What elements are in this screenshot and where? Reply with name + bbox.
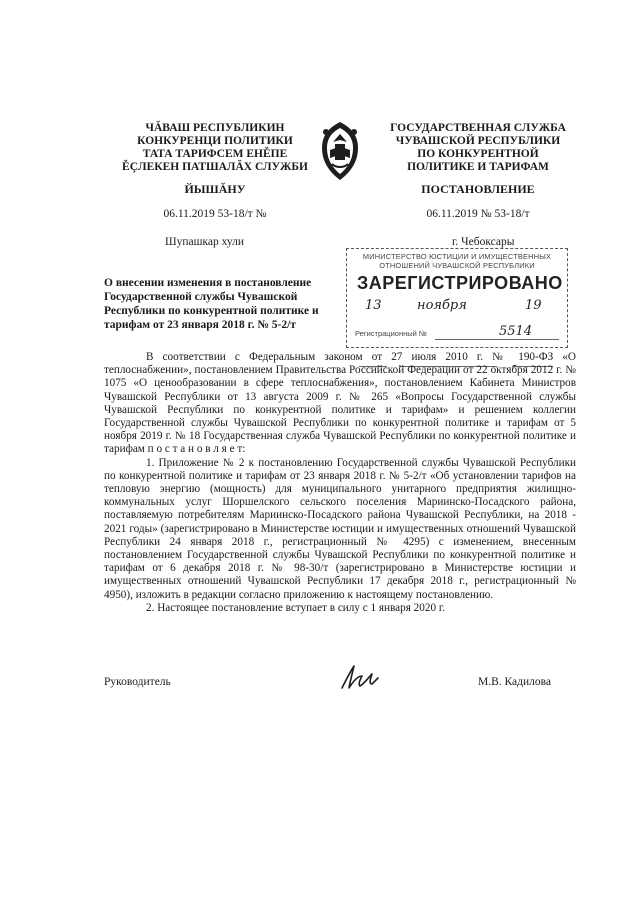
stamp-underline (435, 339, 559, 340)
body-paragraph-item-2: 2. Настоящее постановление вступает в силу с 1 января 2020 г. (146, 601, 445, 614)
header-right-line: ПО КОНКУРЕНТНОЙ (417, 148, 539, 160)
signer-position: Руководитель (104, 676, 171, 688)
stamp-title: ЗАРЕГИСТРИРОВАНО (357, 273, 563, 293)
stamp-ministry-line: МИНИСТЕРСТВО ЮСТИЦИИ И ИМУЩЕСТВЕННЫХ (362, 252, 552, 261)
doc-kind-chuvash: ЙЫШĂНУ (184, 182, 246, 196)
handwritten-signature (336, 662, 382, 692)
header-left-line: ЧĂВАШ РЕСПУБЛИКИН (145, 122, 285, 134)
header-right-russian (383, 122, 573, 174)
stamp-year: 19 (525, 298, 542, 313)
stamp-day: 13 (365, 298, 382, 313)
doc-number-russian: 06.11.2019 № 53-18/т (426, 208, 530, 220)
header-left-line: ТАТА ТАРИФСЕМ ЕНĚПЕ (142, 148, 288, 160)
city-chuvash: Шупашкар хули (165, 236, 245, 248)
subject-line: тарифам от 23 января 2018 г. № 5-2/т (104, 319, 296, 331)
subject-line: Государственной службы Чувашской (104, 291, 298, 303)
body-paragraph-item-1: 1. Приложение № 2 к постановлению Государственной службы Чувашской Республики по конкурентной политике и тарифам от 23 января 2018 г. № 5-2/т «Об установлении тарифов на тепловую энергию (мощность) для муниципального унитарного предприятия жилищно-коммунальных услуг Шоршелского сельского поселения Мариинско-Посадского района, поставляемую потребителям Мариинско-Посадского района Чувашской Республики, на 2018 - 2021 годы» (зарегистрировано в Министерстве юстиции и имущественных отношений Чувашской Республики 24 января 2018 г., регистрационный № 4295) с изменением, внесенным постановлением Государственной службы Чувашской Республики по конкурентной политике и тарифам от 6 декабря 2018 г. № 98-30/т (зарегистрировано в Министерстве юстиции и имущественных отношений Чувашской Республики 17 декабря 2018 г., регистрационный № 4950), изложить в редакции согласно приложению к настоящему постановлению. (104, 456, 576, 601)
stamp-month: ноября (417, 298, 467, 313)
stamp-date (357, 300, 557, 318)
city-russian: г. Чебоксары (452, 236, 515, 248)
signer-name: М.В. Кадилова (478, 676, 552, 688)
header-right-line: ЧУВАШСКОЙ РЕСПУБЛИКИ (395, 135, 561, 147)
registration-stamp (346, 248, 568, 348)
header-right-line: ПОЛИТИКЕ И ТАРИФАМ (407, 161, 549, 173)
stamp-ministry (353, 252, 561, 270)
stamp-ministry-line: ОТНОШЕНИЙ ЧУВАШСКОЙ РЕСПУБЛИКИ (379, 261, 535, 270)
subject-line: Республики по конкурентной политике и (104, 305, 319, 317)
header-left-line: КОНКУРЕНЦИ ПОЛИТИКИ (137, 135, 293, 147)
header-left-chuvash (120, 122, 310, 174)
header-left-line: ĚÇЛЕКЕН ПАТШАЛĂХ СЛУЖБИ (122, 161, 308, 173)
coat-of-arms-emblem (316, 120, 364, 182)
stamp-reg-label: Регистрационный № (355, 329, 427, 338)
stamp-reg-number: 5514 (499, 324, 533, 339)
body-paragraph-preamble: В соответствии с Федеральным законом от 27 июля 2010 г. № 190-ФЗ «О теплоснабжении», постановлением Правительства Российской Федерации от 22 октября 2012 г. № 1075 «О ценообразовании в сфере теплоснабжения», постановлением Кабинета Министров Чувашской Республики от 13 августа 2009 г. № 265 «Вопросы Государственной службы Чувашской Республики по конкурентной политике и тарифам» и решением коллегии Государственной службы Чувашской Республики по конкурентной политике и тарифам от 5 ноября 2019 г. № 18 Государственная служба Чувашской Республики по конкурентной политике и тарифам п о с т а н о в л я е т: (104, 351, 576, 456)
doc-kind-russian: ПОСТАНОВЛЕНИЕ (421, 182, 535, 196)
document-subject (104, 276, 338, 332)
subject-line: О внесении изменения в постановление (104, 277, 312, 289)
header-right-line: ГОСУДАРСТВЕННАЯ СЛУЖБА (390, 122, 566, 134)
stamp-registration (355, 324, 565, 343)
document-body (104, 351, 576, 615)
doc-number-chuvash: 06.11.2019 53-18/т № (163, 208, 267, 220)
